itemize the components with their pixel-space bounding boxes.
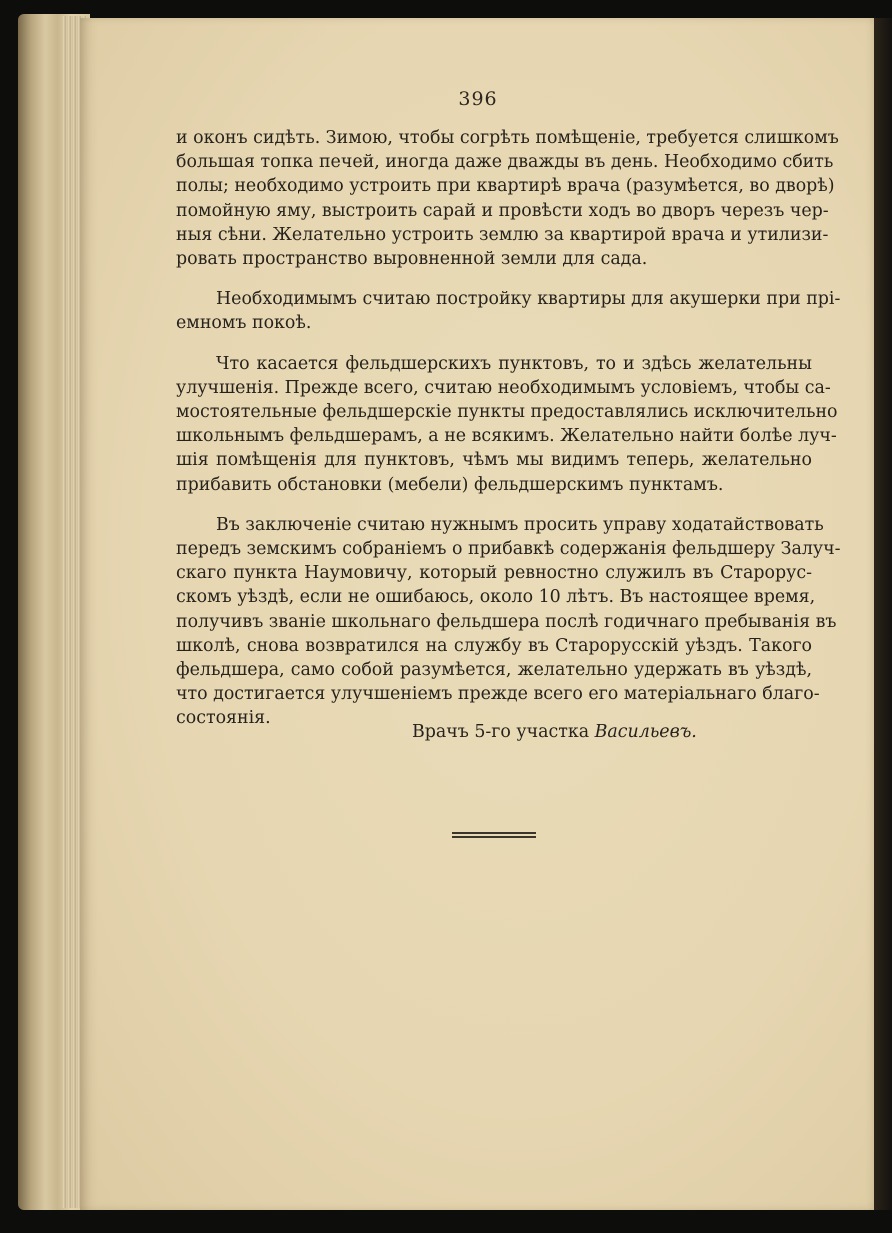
text-line: улучшенія. Прежде всего, считаю необходимымъ условіемъ, чтобы са- xyxy=(176,377,831,398)
text-line: мостоятельные фельдшерскіе пункты предоставлялись исключительно xyxy=(176,402,838,423)
text-line: ныя сѣни. Желательно устроить землю за квартирой врача и утилизи- xyxy=(176,224,829,245)
paragraph xyxy=(176,287,841,335)
paragraph xyxy=(176,126,839,271)
text-line: школьнымъ фельдшерамъ, а не всякимъ. Желательно найти болѣе луч- xyxy=(176,426,837,447)
text-line: Необходимымъ считаю постройку квартиры для акушерки при прі- xyxy=(216,289,841,310)
text-line: получивъ званіе школьнаго фельдшера послѣ годичнаго пребыванія въ xyxy=(176,611,837,632)
text-line: скомъ уѣздѣ, если не ошибаюсь, около 10 лѣтъ. Въ настоящее время, xyxy=(176,587,816,608)
signature-title: Врачъ 5-го участка xyxy=(412,722,590,742)
text-line: Что касается фельдшерскихъ пунктовъ, то и здѣсь желательны xyxy=(216,353,812,374)
signature xyxy=(412,722,697,742)
page-number: 396 xyxy=(458,88,498,110)
body-text xyxy=(176,126,841,747)
text-line: школѣ, снова возвратился на службу въ Старорусскій уѣздъ. Такого xyxy=(176,635,812,656)
text-line: прибавить обстановки (мебели) фельдшерскимъ пунктамъ. xyxy=(176,474,724,495)
text-line: шія помѣщенія для пунктовъ, чѣмъ мы видимъ теперь, желательно xyxy=(176,450,812,471)
text-line: помойную яму, выстроить сарай и провѣсти ходъ во дворъ черезъ чер- xyxy=(176,200,829,221)
binding-shadow xyxy=(874,18,892,1210)
end-ornament xyxy=(452,832,536,838)
text-line: ровать пространство выровненной земли для сада. xyxy=(176,249,648,270)
signature-name: Васильевъ. xyxy=(594,722,697,742)
text-line: и оконъ сидѣть. Зимою, чтобы согрѣть помѣщеніе, требуется слишкомъ xyxy=(176,128,839,148)
text-line: Въ заключеніе считаю нужнымъ просить управу ходатайствовать xyxy=(216,514,824,535)
text-line: скаго пункта Наумовичу, который ревностно служилъ въ Старорус- xyxy=(176,563,812,584)
text-line: емномъ покоѣ. xyxy=(176,313,312,334)
text-line: фельдшера, само собой разумѣется, желательно удержать въ уѣздѣ, xyxy=(176,660,812,681)
paragraph xyxy=(176,352,838,497)
text-line: передъ земскимъ собраніемъ о прибавкѣ содержанія фельдшеру Залуч- xyxy=(176,539,841,560)
paragraph xyxy=(176,513,841,731)
text-line: что достигается улучшеніемъ прежде всего его матеріальнаго благо- xyxy=(176,684,820,705)
text-line: полы; необходимо устроить при квартирѣ врача (разумѣется, во дворѣ) xyxy=(176,176,835,197)
text-line: состоянія. xyxy=(176,708,271,729)
text-line: большая топка печей, иногда даже дважды въ день. Необходимо сбить xyxy=(176,152,834,173)
